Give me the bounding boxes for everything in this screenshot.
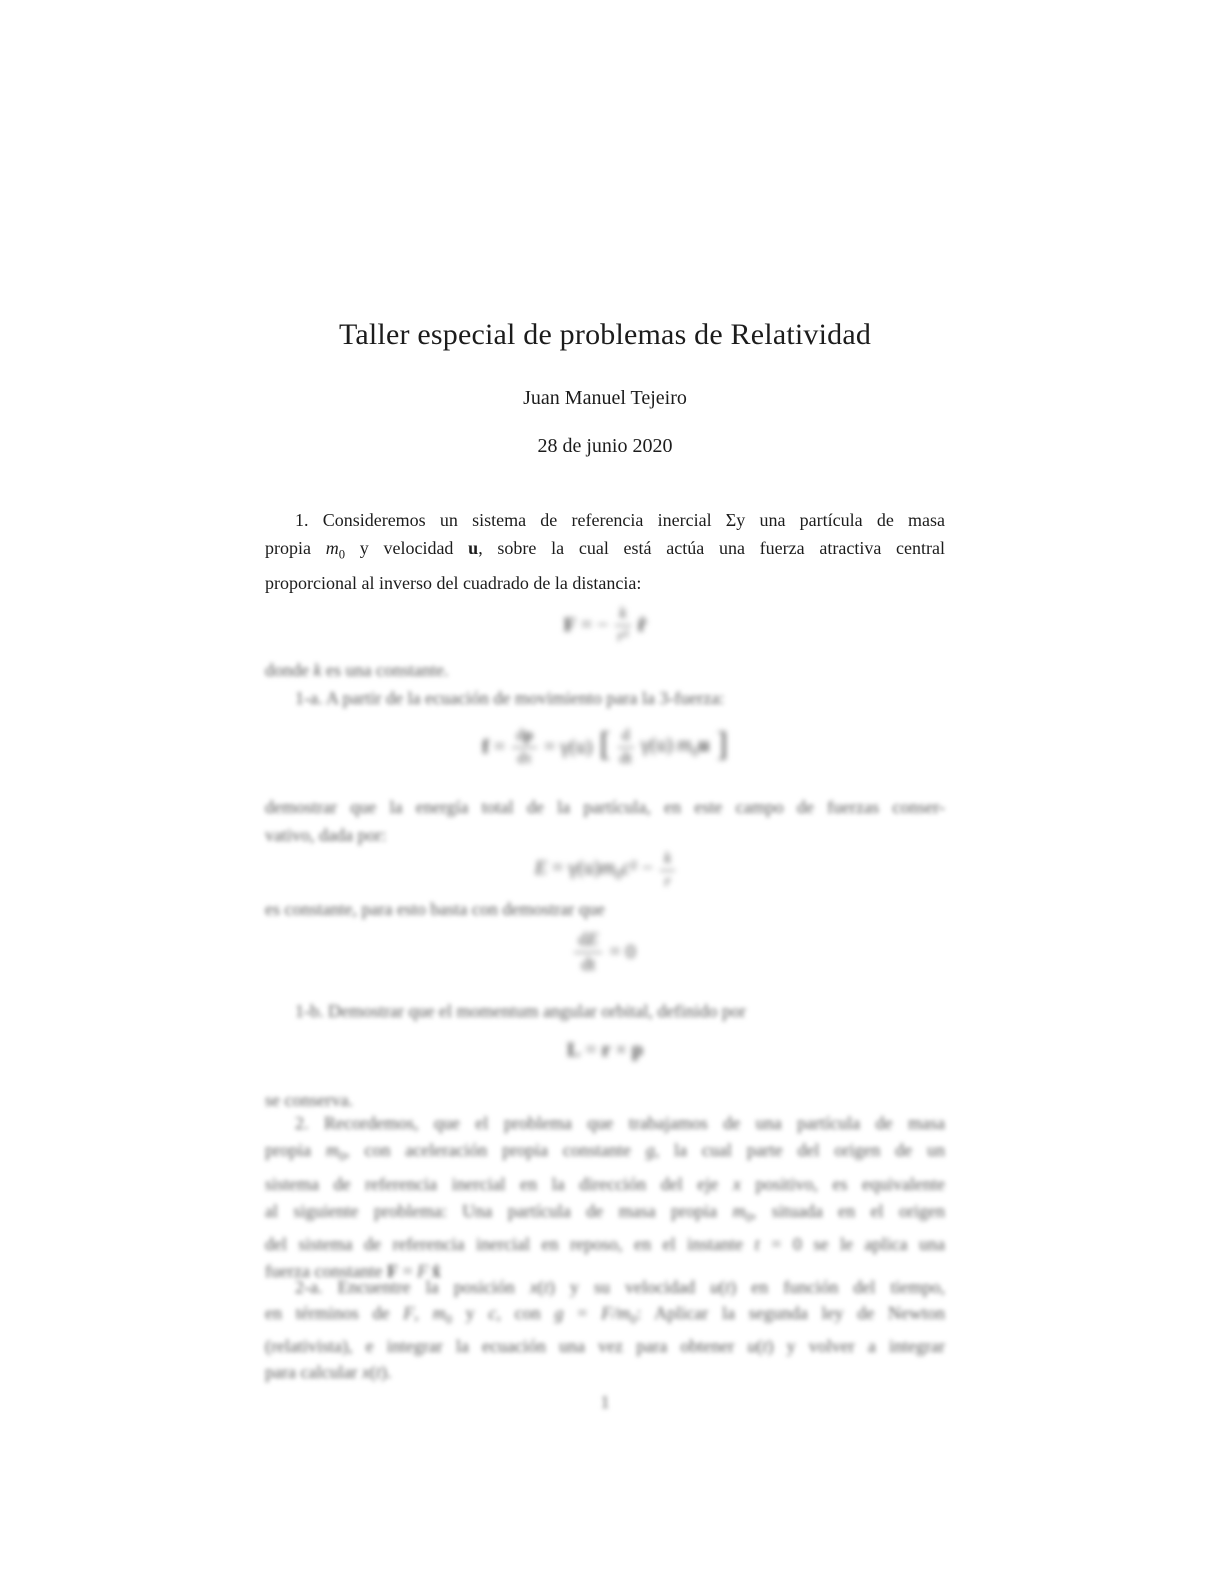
equation-of-motion [265,727,945,767]
text-line: para calcular x(t). [265,1361,392,1382]
part-1a-line: 1-a. A partir de la ecuación de movimiento para la 3-fuerza: [295,688,725,708]
fraction: $\frac{k}{r}$ [660,850,675,890]
text-line: del sistema de referencia inercial en reposo, en el instante t = 0 se le aplica una [265,1234,945,1255]
right-bracket: ] [716,726,728,764]
equation-total-energy [265,850,945,890]
page-number: 1 [600,1392,610,1412]
page-title: Taller especial de problemas de Relatividad [338,318,872,351]
text-line: vativo, dada por: [265,825,387,845]
fraction: $\frac{k}{\text{r²}}$ [615,605,630,645]
equation-part: γ(u) $m_0u$ [640,733,710,760]
energy-paragraph [265,793,945,849]
text-line: propia $m_0$, con aceleración propia constante g, la cual parte del origen de un [265,1140,945,1164]
fraction: $\frac{dE}{dt}$ [574,930,602,975]
text-line: proporcional al inverso del cuadrado de la distancia: [265,572,642,593]
text-line: fuerza constante F = F x̂ [265,1261,441,1282]
problem-2a-paragraph [265,1274,945,1385]
left-bracket: [ [599,726,611,764]
equation-dEdt [265,930,945,975]
where-constant-line: donde k es una constante. [265,660,449,680]
equation-part: F = − [563,614,609,637]
text-line: propia $m_0$ y velocidad u, sobre la cual está actúa una fuerza atractiva central [265,538,945,562]
fraction: $\frac{d}{dt}$ [619,727,632,767]
text-line: (relativista), e integrar la ecuación una vez para obtener u(t) y volver a integrar [265,1335,946,1356]
constant-line: es constante, para esto basta con demostrar que [265,899,605,919]
equation-part: = 0 [609,941,636,964]
equation-part: = γ(u) [544,736,593,759]
equation-part: $E = \gamma(u)m_0c^2$ − [534,856,654,883]
text-line: 2. Recordemos, que el problema que trabajamos de una partícula de masa [295,1113,945,1133]
author: Juan Manuel Tejeiro [523,387,687,409]
equation-central-force [265,605,945,645]
text-line: 2-a. Encuentre la posición x(t) y su velocidad u(t) en función del tiempo, [295,1277,946,1297]
text-line: demostrar que la energía total de la partícula, en este campo de fuerzas conser- [265,797,945,817]
text-line: sistema de referencia inercial en la dirección del eje x positivo, es equivalente [265,1173,945,1194]
text-line: al siguiente problema: Una partícula de masa propia $m_0$, situada en el origen [265,1200,945,1225]
conserva-line: se conserva. [265,1090,353,1110]
problem-1-intro [265,506,945,597]
text-line: en términos de F, $m_0$ y c, con $g = F/m_0$: Aplicar la segunda ley de Newton [265,1303,945,1327]
problem-2-intro [265,1110,945,1285]
equation-part: L = r × p [567,1039,643,1061]
equation-part: r̂ [637,614,647,637]
date: 28 de junio 2020 [537,435,673,457]
fraction: $\frac{dp}{d\tau}$ [512,727,537,767]
equation-part: f = [482,736,506,759]
part-1b-line: 1-b. Demostrar que el momentum angular orbital, definido por [295,1001,746,1021]
equation-angular-momentum [265,1040,945,1060]
text-line: 1. Consideremos un sistema de referencia inercial Σy una partícula de masa [295,510,945,530]
